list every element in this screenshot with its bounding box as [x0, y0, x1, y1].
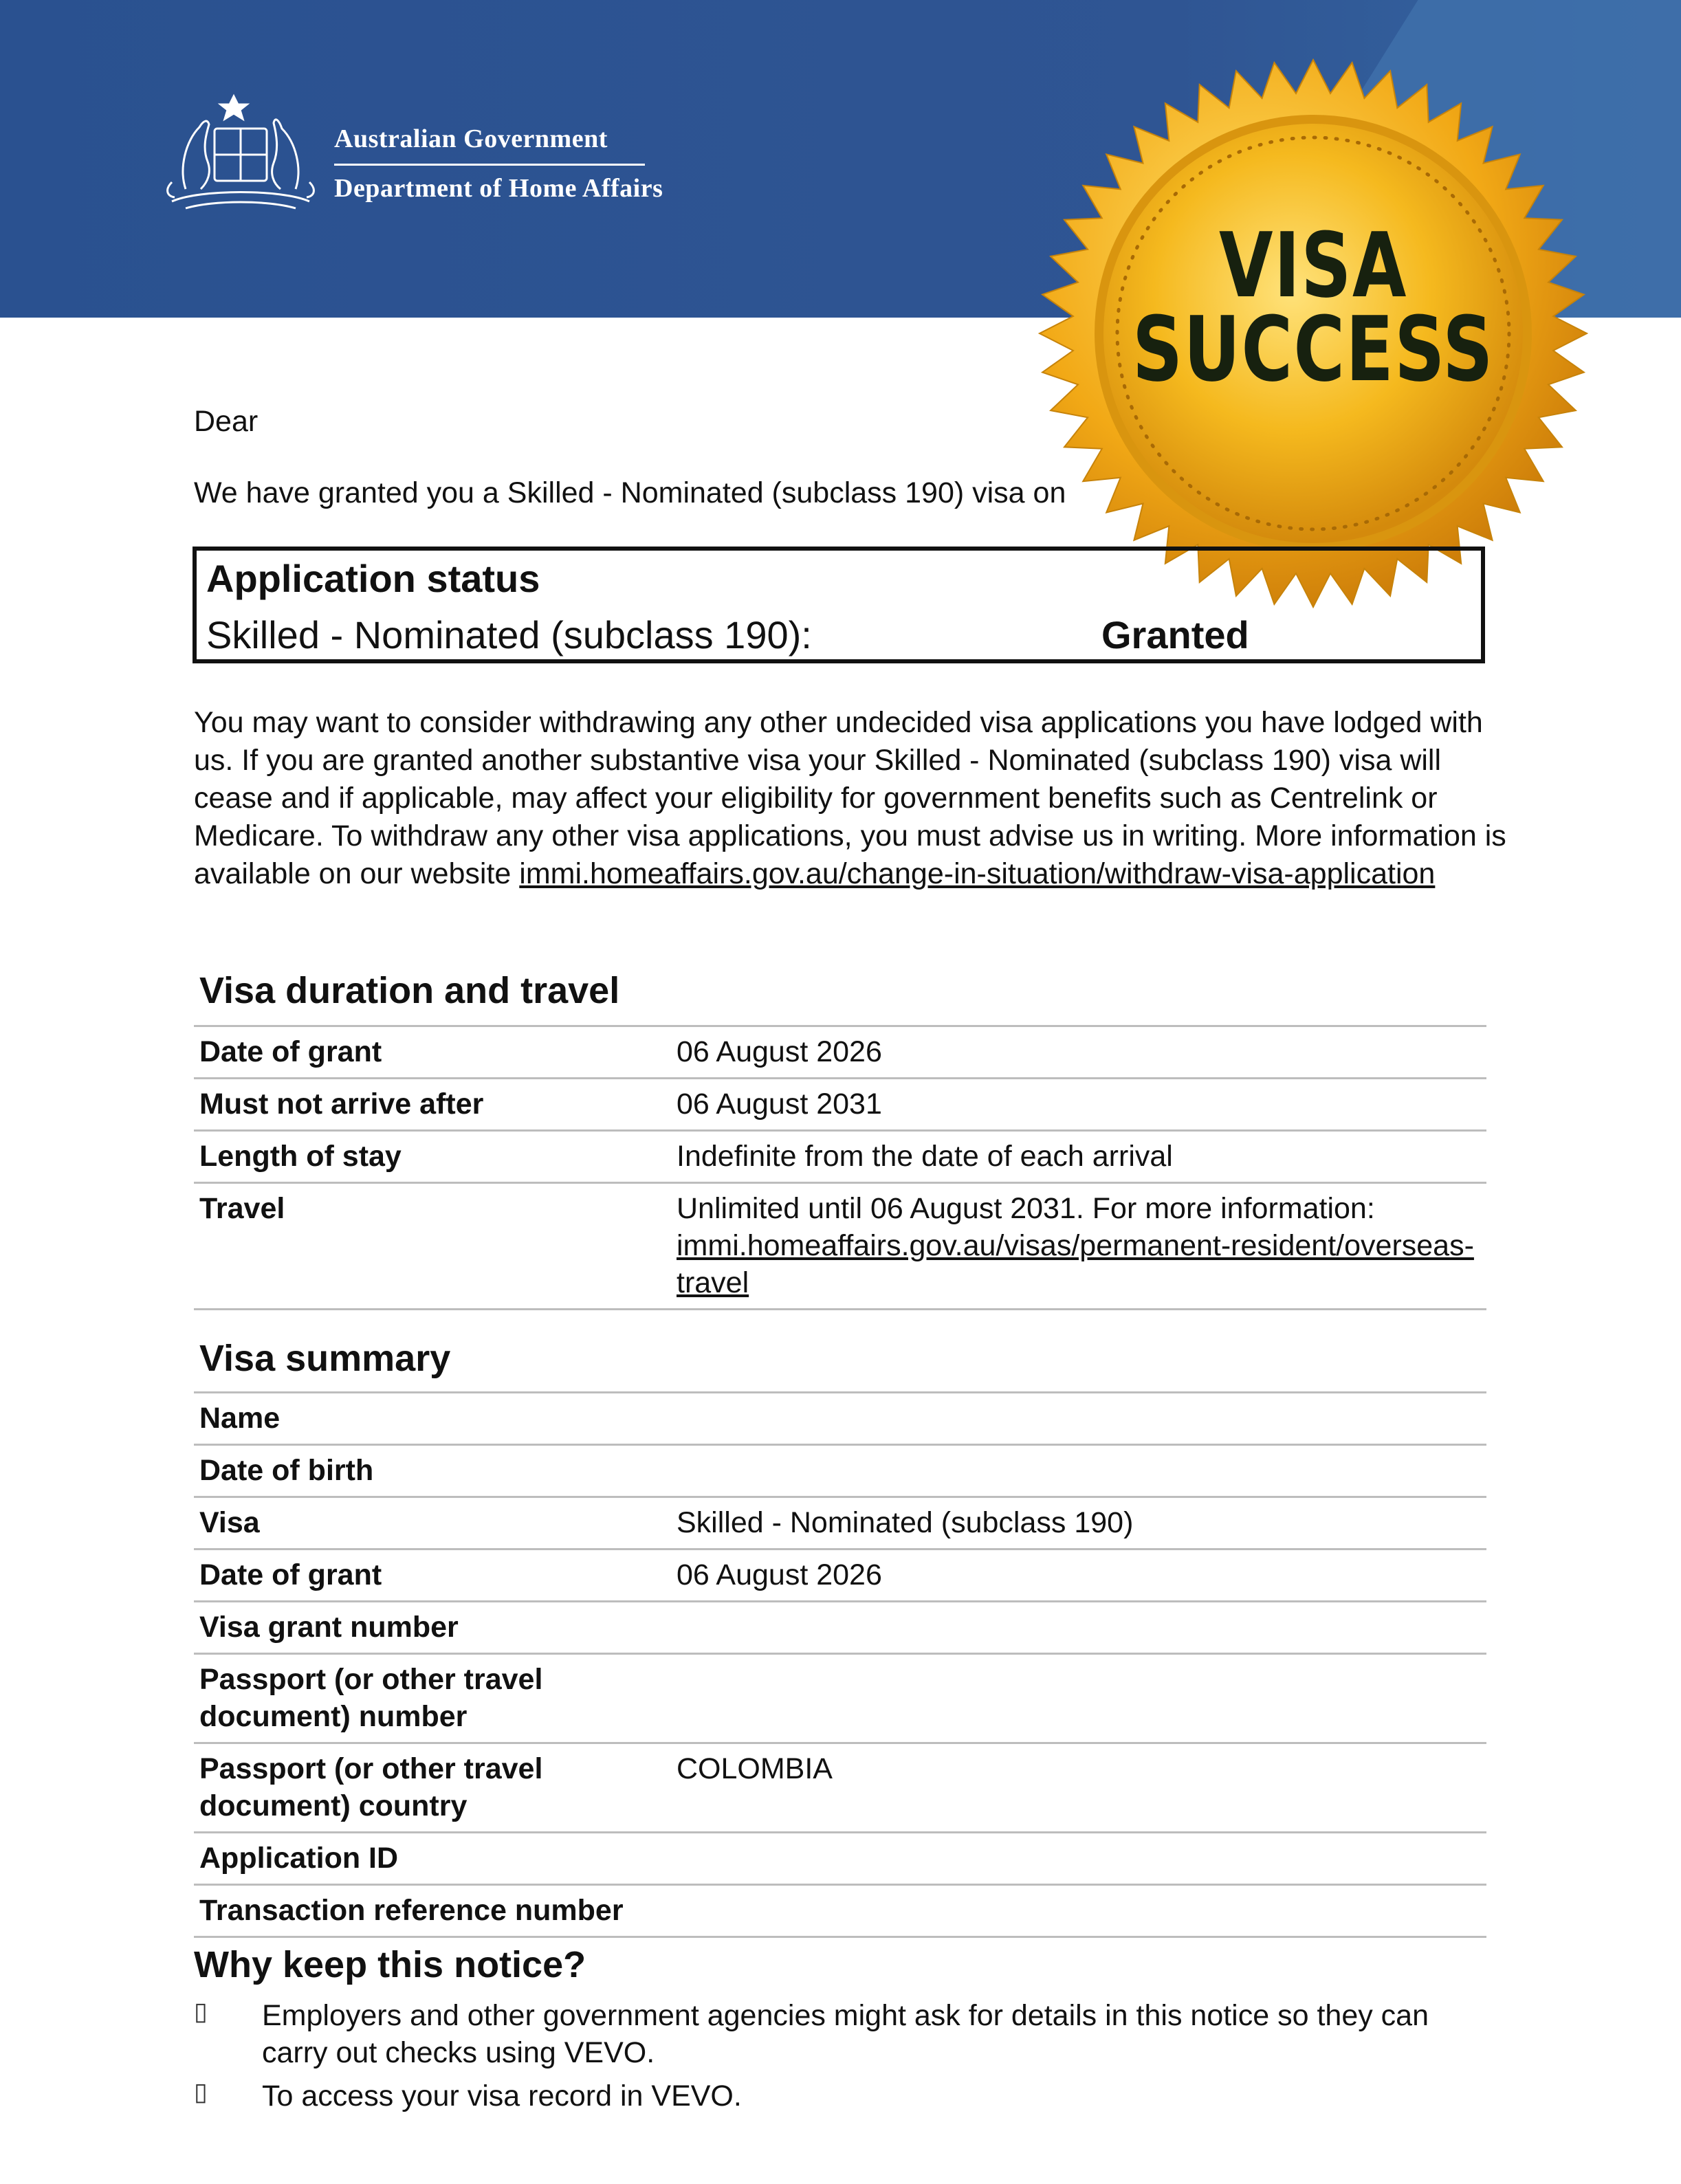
row-label: Visa grant number [194, 1602, 671, 1654]
row-value [671, 1393, 1486, 1445]
table-row [194, 1743, 1486, 1833]
why-heading: Why keep this notice? [194, 1944, 586, 1985]
seal-success-text: SUCCESS [1132, 297, 1494, 401]
row-label: Transaction reference number [194, 1885, 671, 1937]
row-label: Date of grant [194, 1549, 671, 1602]
row-label: Travel [194, 1183, 671, 1310]
table-row [194, 1393, 1486, 1445]
table-row [194, 1497, 1486, 1549]
grant-statement: We have granted you a Skilled - Nominated (subclass 190) visa on [194, 476, 1066, 509]
government-name: Australian Government [334, 124, 608, 153]
row-label: Application ID [194, 1833, 671, 1885]
header-divider [334, 164, 645, 166]
table-row [194, 1885, 1486, 1937]
bullet-icon: ▯ [194, 1997, 208, 2025]
advice-text: You may want to consider withdrawing any other undecided visa applications you have lodged with us. If you are granted another substantive visa your Skilled - Nominated (subclass 190) visa will cease and if applicable, may affect your eligibility for government benefits such as Centrelink or Medicare. To withdraw any other visa applications, you must advise us in writing. More information is available on our website [194, 706, 1506, 890]
status-visa-label: Skilled - Nominated (subclass 190): [206, 613, 812, 657]
department-name: Department of Home Affairs [334, 174, 663, 203]
row-value: 06 August 2026 [671, 1026, 1486, 1079]
row-label: Length of stay [194, 1131, 671, 1183]
withdrawal-advice [194, 704, 1514, 893]
row-label: Date of grant [194, 1026, 671, 1079]
table-row [194, 1131, 1486, 1183]
table-row [194, 1602, 1486, 1654]
travel-text: Unlimited until 06 August 2031. For more information: [677, 1192, 1375, 1225]
row-value [671, 1654, 1486, 1743]
row-value [671, 1833, 1486, 1885]
withdraw-visa-link[interactable]: immi.homeaffairs.gov.au/change-in-situation/withdraw-visa-application [519, 857, 1436, 890]
row-label: Must not arrive after [194, 1079, 671, 1131]
status-title: Application status [206, 557, 540, 600]
summary-heading: Visa summary [199, 1338, 451, 1379]
coat-of-arms-icon [158, 86, 323, 217]
list-item: To access your visa record in VEVO. [262, 2080, 742, 2113]
row-value: COLOMBIA [671, 1743, 1486, 1833]
table-row [194, 1549, 1486, 1602]
bullet-icon: ▯ [194, 2077, 208, 2106]
row-label: Visa [194, 1497, 671, 1549]
row-label: Passport (or other travel document) number [194, 1654, 671, 1743]
table-row [194, 1654, 1486, 1743]
list-item: Employers and other government agencies might ask for details in this notice so they can carry out checks using VEVO. [262, 1999, 1429, 2069]
application-status-box [193, 547, 1485, 663]
summary-table [194, 1391, 1486, 1938]
table-row [194, 1026, 1486, 1079]
row-label: Date of birth [194, 1445, 671, 1497]
row-value [671, 1183, 1486, 1310]
status-value: Granted [1101, 613, 1249, 657]
row-value [671, 1445, 1486, 1497]
row-label: Passport (or other travel document) country [194, 1743, 671, 1833]
table-row [194, 1183, 1486, 1310]
table-row [194, 1079, 1486, 1131]
seal-visa-text: VISA [1219, 213, 1407, 318]
greeting: Dear [194, 405, 259, 438]
row-value: Indefinite from the date of each arrival [671, 1131, 1486, 1183]
table-row [194, 1833, 1486, 1885]
duration-heading: Visa duration and travel [199, 970, 620, 1011]
row-value [671, 1602, 1486, 1654]
row-label: Name [194, 1393, 671, 1445]
row-value: Skilled - Nominated (subclass 190) [671, 1497, 1486, 1549]
overseas-travel-link[interactable]: immi.homeaffairs.gov.au/visas/permanent-resident/overseas-travel [677, 1229, 1474, 1299]
duration-table [194, 1025, 1486, 1310]
table-row [194, 1445, 1486, 1497]
row-value [671, 1885, 1486, 1937]
row-value: 06 August 2026 [671, 1549, 1486, 1602]
row-value: 06 August 2031 [671, 1079, 1486, 1131]
